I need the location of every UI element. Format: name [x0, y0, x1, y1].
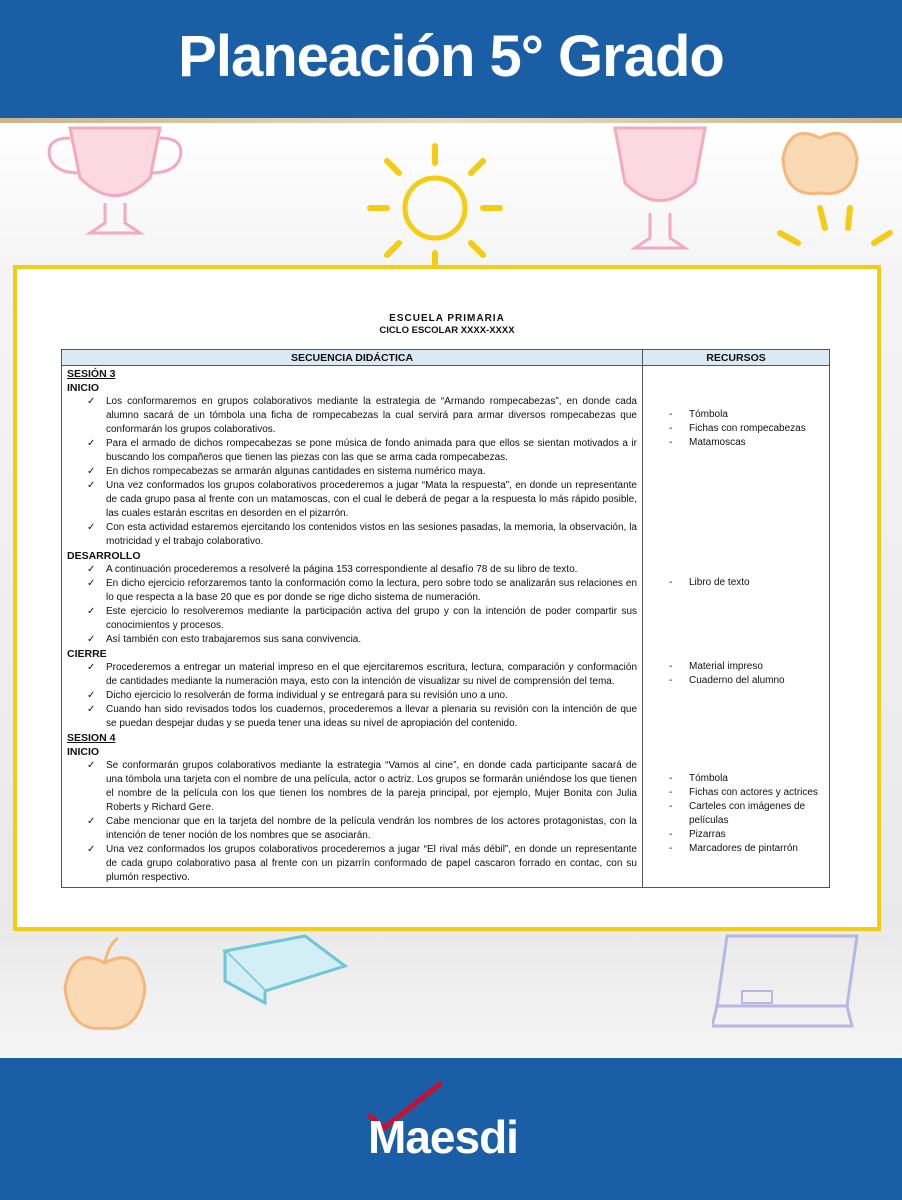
resources-list — [643, 660, 829, 688]
list-item: ✓ Así también con esto trabajaremos sus sana convivencia. — [87, 634, 362, 645]
activity-list — [67, 759, 637, 885]
checkmark-icon: ✓ — [87, 480, 96, 491]
resource-item: - Fichas con actores y actrices — [669, 787, 818, 798]
resource-item: - Marcadores de pintarrón — [669, 843, 798, 854]
checkmark-icon: ✓ — [87, 522, 96, 533]
header-band — [0, 0, 902, 118]
resource-item: - Cuaderno del alumno — [669, 675, 785, 686]
resource-item: - Carteles con imágenes de películas — [669, 801, 806, 826]
school-cycle: CICLO ESCOLAR XXXX-XXXX — [379, 325, 515, 336]
list-item: ✓ Una vez conformados los grupos colaborativos procederemos a jugar “Mata la respuesta”, en donde un representante de cada grupo pasa al frente con un matamoscas, con el cual le deberá de pegar a la respuesta lo más rápido posible, las cuales estarán escritas en desorden en el pizarrón. — [87, 480, 637, 519]
trophy-doodle-icon — [40, 123, 190, 248]
resource-item: - Fichas con rompecabezas — [669, 423, 806, 434]
checkmark-icon: ✓ — [87, 396, 96, 407]
checkmark-icon: ✓ — [87, 438, 96, 449]
checkmark-icon: ✓ — [87, 606, 96, 617]
list-item: ✓ Cuando han sido revisados todos los cuadernos, procederemos a llevar a plenaria su revisión con la intención de que se puedan despejar dudas y se pueda tener una ideas su nivel de apropiación del contenido. — [87, 704, 637, 729]
list-item: ✓ En dicho ejercicio reforzaremos tanto la conformación como la lectura, pero sobre todo se analizarán sus relaciones en lo que respecta a la base 20 que es por donde se rige dicho sistema de numeración. — [87, 578, 637, 603]
checkmark-icon: ✓ — [87, 844, 96, 855]
list-item: ✓ Los conformaremos en grupos colaborativos mediante la estrategia de “Armando rompecabezas”, en donde cada alumno sacará de un tómbola una ficha de rompecabezas la cual servirá para armar diversos rompecabezas que conformarán los grupos colaborativos. — [87, 396, 637, 435]
checkmark-icon: ✓ — [87, 466, 96, 477]
list-item: ✓ Para el armado de dichos rompecabezas se pone música de fondo animada para que ellos se sientan motivados a ir buscando los compañeros que tienen las piezas con las que se arma cada rompecabezas. — [87, 438, 637, 463]
phase-title: DESARROLLO — [67, 550, 141, 562]
list-item: ✓ Una vez conformados los grupos colaborativos procederemos a jugar “El rival más débil”, en donde un representante de cada grupo colaborativo pasa al frente con un pizarrín conformado de papel cascaron forrado en contac, con su plumón respectivo. — [87, 844, 637, 883]
session-title: SESION 4 — [67, 732, 116, 744]
phase-title: INICIO — [67, 746, 100, 758]
resource-item: - Pizarras — [669, 829, 726, 840]
list-item: ✓ A continuación procederemos a resolveré la página 153 correspondiente al desafío 78 de su libro de texto. — [87, 564, 578, 575]
resources-list — [643, 408, 829, 450]
trophy-doodle-icon — [590, 123, 730, 263]
checkmark-icon: ✓ — [87, 564, 96, 575]
list-item: ✓ Con esta actividad estaremos ejercitando los contenidos vistos en las sesiones pasadas, la memoria, la observación, la motricidad y el trabajo colaborativo. — [87, 522, 637, 547]
list-item: ✓ Cabe mencionar que en la tarjeta del nombre de la película vendrán los nombres de los actores protagonistas, con la intención de tener noción de los nombres que se asociarán. — [87, 816, 637, 841]
school-name: ESCUELA PRIMARIA — [389, 313, 505, 324]
phase-title: INICIO — [67, 382, 100, 394]
laptop-doodle-icon — [712, 931, 862, 1031]
sun-doodle-icon — [365, 143, 505, 273]
brand-logo: Maesdi — [368, 1111, 518, 1163]
checkmark-icon: ✓ — [87, 760, 96, 771]
book-doodle-icon — [220, 931, 350, 1006]
activity-list — [67, 395, 637, 549]
resource-item: - Libro de texto — [669, 577, 750, 588]
resource-item: - Matamoscas — [669, 437, 746, 448]
checkmark-icon: ✓ — [87, 690, 96, 701]
resource-item: - Material impreso — [669, 661, 763, 672]
planning-table — [61, 349, 830, 888]
list-item: ✓ Se conformarán grupos colaborativos mediante la estrategia “Vamos al cine”, en donde cada participante sacará de una tómbola una tarjeta con el nombre de una película, actor o actriz. Los grupos se formarán uniéndose los que tienen el nombre de la película con los que tienen los nombres de la pareja principal, por ejemplo, Mujer Bonita con Julia Roberts y Richard Gere. — [87, 760, 637, 813]
checkmark-icon: ✓ — [87, 578, 96, 589]
resources-cell — [643, 366, 830, 888]
sun-doodle-icon — [770, 203, 902, 273]
resources-list — [643, 772, 829, 856]
planning-document — [13, 265, 881, 931]
checkmark-icon: ✓ — [87, 704, 96, 715]
table-header-row — [62, 350, 830, 366]
activity-list — [67, 563, 637, 647]
checkmark-icon: ✓ — [87, 816, 96, 827]
list-item: ✓ Este ejercicio lo resolveremos mediante la participación activa del grupo y con la intención de poder compartir sus conocimientos y procesos. — [87, 606, 637, 631]
resource-item: - Tómbola — [669, 409, 728, 420]
table-row — [62, 366, 830, 888]
phase-title: CIERRE — [67, 648, 107, 660]
checkmark-icon: ✓ — [87, 662, 96, 673]
column-header-sequence: SECUENCIA DIDÁCTICA — [62, 350, 643, 366]
session-title: SESIÓN 3 — [67, 368, 116, 380]
page-title: Planeación 5° Grado — [178, 24, 724, 89]
apple-doodle-icon — [60, 933, 150, 1038]
list-item: ✓ En dichos rompecabezas se armarán algunas cantidades en sistema numérico maya. — [87, 466, 486, 477]
activity-list — [67, 661, 637, 731]
apple-doodle-icon — [775, 123, 865, 203]
column-header-resources: RECURSOS — [643, 350, 830, 366]
resource-item: - Tómbola — [669, 773, 728, 784]
list-item: ✓ Dicho ejercicio lo resolverán de forma individual y se entregará para su revisión uno a uno. — [87, 690, 508, 701]
sequence-cell — [62, 366, 643, 888]
resources-list — [643, 576, 829, 590]
checkmark-icon: ✓ — [87, 634, 96, 645]
list-item: ✓ Procederemos a entregar un material impreso en el que ejercitaremos escritura, lectura, comparación y conformación de cantidades mediante la numeración maya, esto con la intención de visualizar su nivel de comprensión del tema. — [87, 662, 637, 687]
